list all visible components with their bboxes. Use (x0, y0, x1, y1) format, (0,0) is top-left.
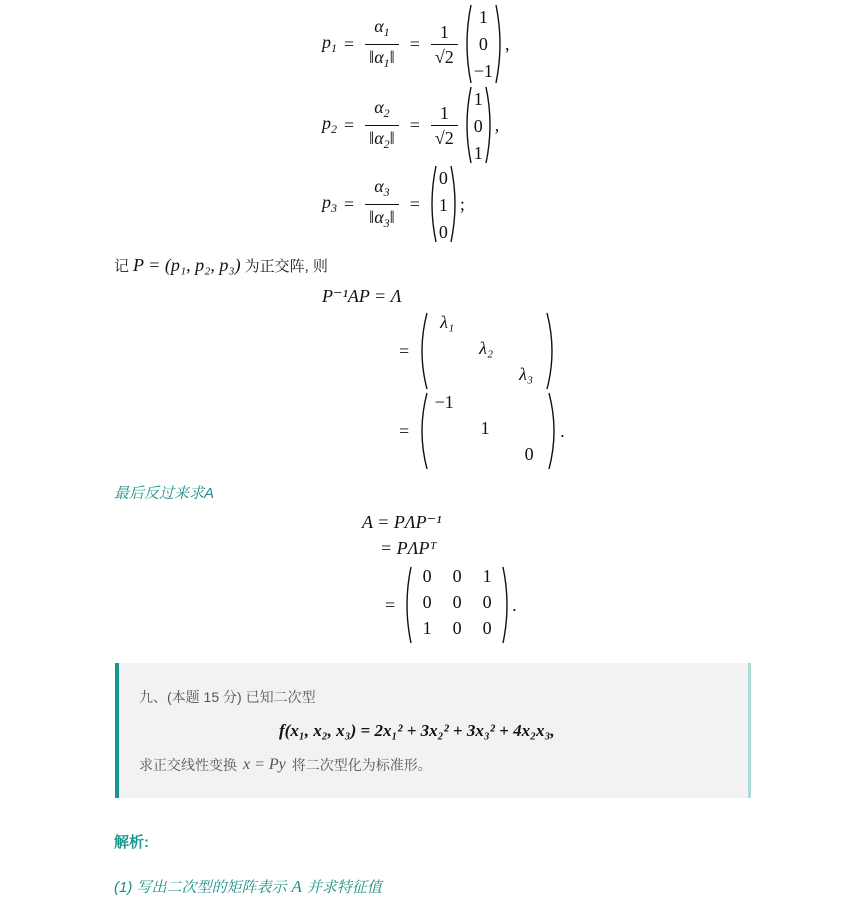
diagonalization-lhs: P⁻¹AP = Λ (322, 286, 402, 306)
p2-vector: 1 0 1 (462, 86, 495, 164)
problem-box (115, 663, 751, 798)
line-prefix: 记 (114, 257, 130, 275)
p1-lhs: $p_1$ (322, 32, 337, 55)
solution-heading: 解析: (114, 834, 149, 851)
diagonal-lambda-matrix: = λ₁ λ₂ λ₃ (392, 312, 558, 390)
equation-p3: $p_3$ = $\frac{\alpha_3}{‖\alpha_3‖}$ = 0 1 0 ; (322, 165, 465, 243)
p2-lhs: $p_2$ (322, 113, 337, 136)
matrix-a-result: = 0 0 1 0 0 0 1 0 0 . (378, 566, 517, 644)
diagonal-eigen-matrix: = −1 1 0 . (392, 392, 565, 470)
part1-heading: (1) 写出二次型的矩阵表示 A 并求特征值 (114, 876, 382, 896)
line-suffix: 为正交阵, 则 (244, 257, 328, 275)
p3-vector: 0 1 0 (427, 165, 460, 243)
equation-p1: $p_1$ = $\frac{\alpha_1}{‖\alpha_1‖}$ = $\frac{1}{√2}$ 1 0 −1 , (322, 4, 509, 84)
p3-norm-fraction: $\frac{\alpha_3}{‖\alpha_3‖}$ (365, 176, 399, 233)
p1-norm-fraction: $\frac{\alpha_1}{‖\alpha_1‖}$ (365, 16, 399, 73)
orthogonal-matrix-line (114, 253, 328, 277)
p1-coefficient: $\frac{1}{√2}$ (431, 22, 458, 67)
p2-norm-fraction: $\frac{\alpha_2}{‖\alpha_2‖}$ (365, 97, 399, 154)
quadratic-form-formula: f(x₁, x₂, x₃) = 2x₁² + 3x₂² + 3x₃² + 4x₂x₃, (279, 721, 555, 740)
step-label-find-a: 最后反过来求A (114, 485, 215, 502)
p2-coefficient: $\frac{1}{√2}$ (431, 103, 458, 148)
problem-task: 求正交线性变换 x = Py 将二次型化为标准形。 (139, 756, 432, 773)
matrix-p-definition: P = (p₁, p₂, p₃) (133, 254, 241, 275)
reconstruction-line-1: A = PΛP⁻¹ (362, 512, 442, 532)
p3-lhs: $p_3$ (322, 192, 337, 215)
problem-heading: 九、(本题 15 分) 已知二次型 (139, 689, 316, 705)
p1-vector: 1 0 −1 (462, 4, 505, 84)
equation-p2: $p_2$ = $\frac{\alpha_2}{‖\alpha_2‖}$ = $\frac{1}{√2}$ 1 0 1 , (322, 86, 499, 164)
reconstruction-line-2: = PΛPᵀ (380, 538, 437, 558)
